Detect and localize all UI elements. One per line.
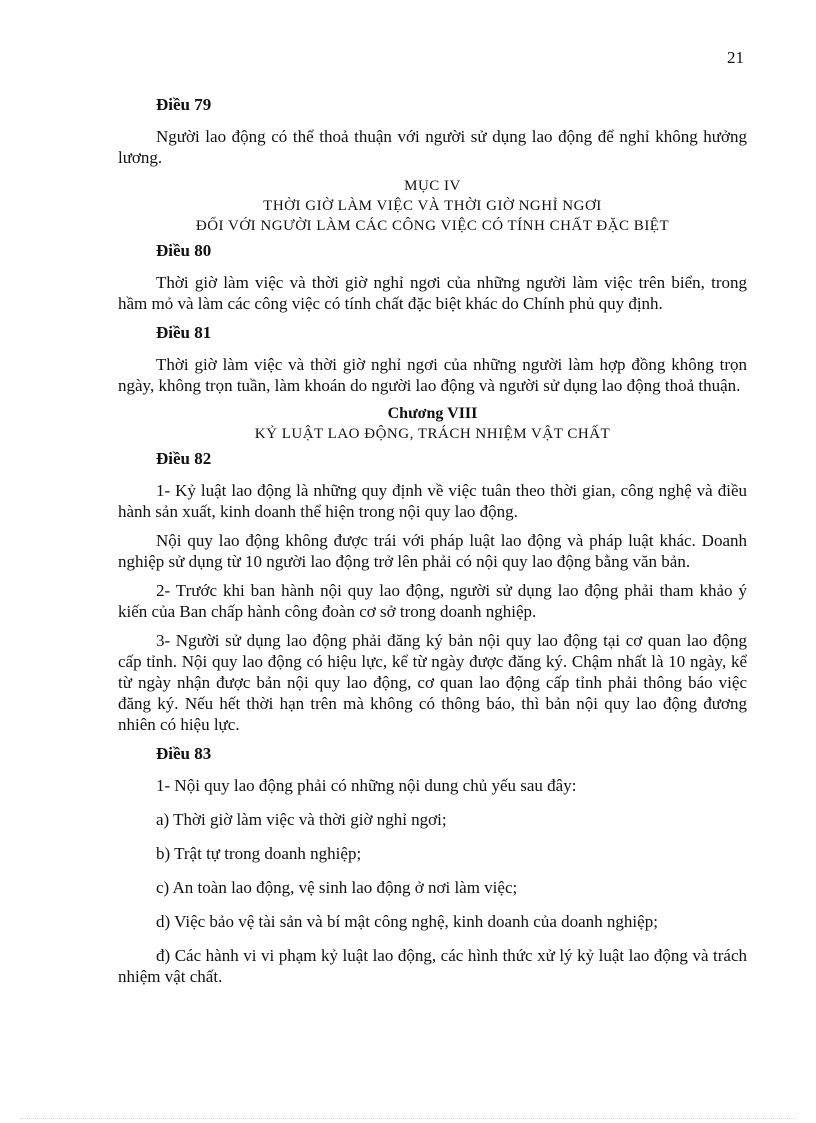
- article-82-paragraph-2: Nội quy lao động không được trái với pháp luật lao động và pháp luật khác. Doanh nghiệp sử dụng từ 10 người lao động trở lên phải có nội quy lao động bằng văn bản.: [118, 531, 747, 571]
- section-title-line-2: ĐỐI VỚI NGƯỜI LÀM CÁC CÔNG VIỆC CÓ TÍNH CHẤT ĐẶC BIỆT: [195, 218, 670, 234]
- article-83-paragraph-1: 1- Nội quy lao động phải có những nội dung chủ yếu sau đây:: [156, 776, 577, 795]
- article-83-item-d: d) Việc bảo vệ tài sản và bí mật công nghệ, kinh doanh của doanh nghiệp;: [156, 912, 658, 931]
- article-83-item-a: a) Thời giờ làm việc và thời giờ nghỉ ngơi;: [156, 810, 447, 829]
- section-title-line-1: THỜI GIỜ LÀM VIỆC VÀ THỜI GIỜ NGHỈ NGƠI: [263, 198, 602, 214]
- chapter-title: KỶ LUẬT LAO ĐỘNG, TRÁCH NHIỆM VẬT CHẤT: [254, 426, 611, 442]
- article-83-item-dd: đ) Các hành vi vi phạm kỷ luật lao động, các hình thức xử lý kỷ luật lao động và trách nhiệm vật chất.: [118, 946, 747, 986]
- article-83-item-c: c) An toàn lao động, vệ sinh lao động ở nơi làm việc;: [156, 878, 518, 897]
- page-content: [118, 94, 747, 1000]
- article-81-title: Điều 81: [156, 323, 212, 342]
- page-number: 21: [727, 48, 744, 67]
- section-iv-heading: [118, 176, 747, 236]
- article-82-paragraph-1: 1- Kỷ luật lao động là những quy định về việc tuân theo thời gian, công nghệ và điều hành sản xuất, kinh doanh thể hiện trong nội quy lao động.: [118, 481, 747, 521]
- article-80-title: Điều 80: [156, 241, 212, 260]
- article-82-title: Điều 82: [156, 449, 212, 468]
- article-81-paragraph: Thời giờ làm việc và thời giờ nghỉ ngơi của những người làm hợp đồng không trọn ngày, không trọn tuần, làm khoán do người lao động và người sử dụng lao động thoả thuận.: [118, 355, 747, 395]
- page-bottom-divider: [20, 1118, 796, 1119]
- article-83-item-b: b) Trật tự trong doanh nghiệp;: [156, 844, 362, 863]
- article-79-paragraph: Người lao động có thể thoả thuận với người sử dụng lao động để nghỉ không hưởng lương.: [118, 127, 747, 167]
- article-82-paragraph-3: 2- Trước khi ban hành nội quy lao động, người sử dụng lao động phải tham khảo ý kiến của Ban chấp hành công đoàn cơ sở trong doanh nghiệp.: [118, 581, 747, 621]
- chapter-viii-heading: [118, 404, 747, 444]
- section-label: MỤC IV: [404, 178, 461, 194]
- chapter-label: Chương VIII: [387, 405, 478, 422]
- article-79-title: Điều 79: [156, 95, 212, 114]
- article-82-paragraph-4: 3- Người sử dụng lao động phải đăng ký bản nội quy lao động tại cơ quan lao động cấp tỉnh. Nội quy lao động có hiệu lực, kể từ ngày được đăng ký. Chậm nhất là 10 ngày, kể từ ngày nhận được bản nội quy lao động, cơ quan lao động cấp tỉnh phải thông báo việc đăng ký. Nếu hết thời hạn trên mà không có thông báo, thì bản nội quy lao động đương nhiên có hiệu lực.: [118, 631, 747, 734]
- article-80-paragraph: Thời giờ làm việc và thời giờ nghỉ ngơi của những người làm việc trên biển, trong hầm mỏ và làm các công việc có tính chất đặc biệt khác do Chính phủ quy định.: [118, 273, 747, 313]
- article-83-title: Điều 83: [156, 744, 212, 763]
